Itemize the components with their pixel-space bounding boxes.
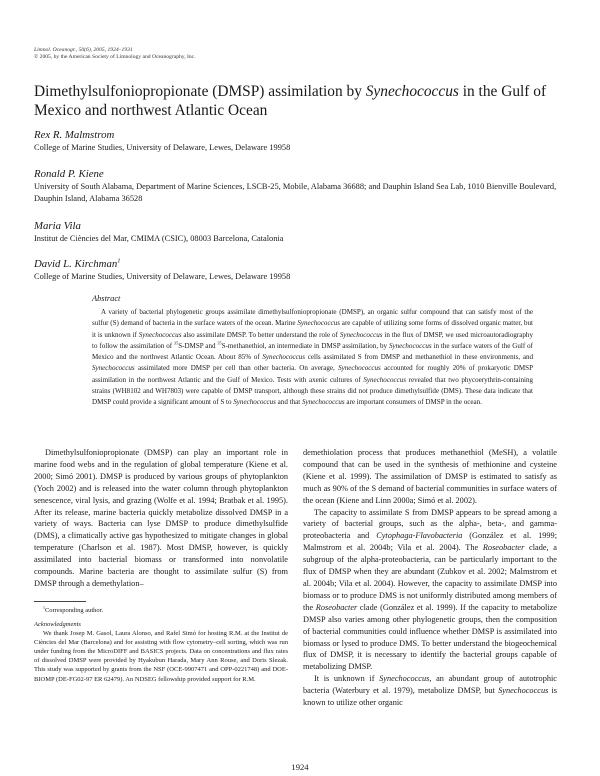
title-part-2: in the Gulf of Mexico and northwest Atlantic Ocean (34, 83, 547, 119)
intro-paragraph-1: Dimethylsulfoniopropionate (DMSP) can play an important role in marine food webs and in the regulation of global temperature (Kiene et al. 2000; Simó 2001). DMSP is produced by various groups of phytoplankton (Yoch 2002) and is released into the water column through phytoplankton senescence, viral lysis, and grazing (Wolfe et al. 1994; Bratbak et al. 1995). After its release, marine bacteria quickly metabolize dissolved DMSP in a variety of ways. Bacteria can lyse DMSP to produce dimethylsulfide (DMS), a climatically active gas hypothesized to mitigate changes in global temperature (Charlson et al. 1987). Most DMSP, however, is quickly assimilated into bacterial biomass or transformed into nonvolatile compounds. Marine bacteria are thought to assimilate sulfur (S) from DMSP through a demethylation– (34, 448, 288, 588)
title-part-1: Dimethylsulfoniopropionate (DMSP) assimilation by (34, 83, 366, 100)
page-number: 1924 (291, 762, 309, 772)
author-name-4 (34, 258, 121, 271)
corresponding-footnote: $^1$Corresponding author. (43, 605, 104, 614)
author-name-3: Maria Vila (34, 220, 81, 232)
right-paragraph-3: It is unknown if Synechococcus, an abundant group of autotrophic bacteria (Waterbury et al. 1979), metabolize DMSP, but Synechococcus is known to utilize other organic (303, 674, 557, 708)
title-organism: Synechococcus (365, 83, 459, 100)
abstract-text: A variety of bacterial phylogenetic groups assimilate dimethylsulfoniopropionate (DMSP), an organic sulfur compound that can satisfy most of the sulfur (S) demand of bacteria in the surface waters of the ocean. Marine Synechococcus are capable of utilizing some forms of dissolved organic matter, but it is unknown if Synechococcus also assimilate DMSP. To better understand the role of Synechococcus in the flux of DMSP, we used microautoradiography to follow the assimilation of $^{35}$S-DMSP and $^{35}$S-methanethiol, an intermediate in DMSP assimilation, by Synechococcus in the surface waters of the Gulf of Mexico and the northwest Atlantic Ocean. About 85% of Synechococcus cells assimilated S from DMSP and methanethiol in these environments, and Synechococcus assimilated more DMSP per cell than other bacteria. On average, Synechococcus accounted for roughly 20% of prokaryotic DMSP assimilation in the northwest Atlantic and the Gulf of Mexico. Tests with axenic cultures of Synechococcus revealed that two phycoerythrin-containing strains (WH8102 and WH7803) were capable of DMSP transport, although these strains did not produce dimethylsulfide (DMS). These data indicate that DMSP could provide a significant amount of S to Synechococcus and that Synechococcus are important consumers of DMSP in the ocean. (92, 308, 534, 406)
author-name-1: Rex R. Malmstrom (34, 129, 115, 141)
article-title (34, 82, 554, 120)
author-affiliation-1: College of Marine Studies, University of Delaware, Lewes, Delaware 19958 (34, 143, 291, 152)
right-column (303, 447, 557, 709)
author-affiliation-4: College of Marine Studies, University of Delaware, Lewes, Delaware 19958 (34, 272, 291, 281)
author-name-2: Ronald P. Kiene (34, 168, 104, 180)
right-paragraph-2: The capacity to assimilate S from DMSP appears to be spread among a variety of bacterial groups, such as the alpha-, beta-, and gamma-proteobacteria and Cytophaga-Flavobacteria (González et al. 1999; Malmstrom et al. 2004b; Vila et al. 2004). The Roseobacter clade, a subgroup of the alpha-proteobacteria, can be particularly important to the flux of DMSP when they are abundant (Zubkov et al. 2002; Malmstrom et al. 2004b; Vila et al. 2004). However, the capacity to assimilate DMSP into biomass or to produce DMS is not uniformly distributed among members of the Roseobacter clade (González et al. 1999). If the capacity to metabolize DMSP also varies among other phylogenetic groups, then the composition of bacterial communities could influence whether DMSP is assimilated into biomass or lysed to produce DMS. To better understand the biogeochemical flux of DMSP, it is necessary to identify the bacterial groups capable of metabolizing DMSP. (303, 507, 557, 672)
author-affiliation-2: University of South Alabama, Department of Marine Sciences, LSCB-25, Mobile, Alabama 36688; and Dauphin Island Sea Lab, 1010 Bienville Boulevard, Dauphin Island, Alabama 36528 (34, 182, 557, 203)
left-column (34, 447, 288, 590)
author-affiliation-3: Institut de Ciències del Mar, CMIMA (CSIC), 08003 Barcelona, Catalonia (34, 234, 284, 243)
footnote-mark: 1 (117, 257, 121, 265)
acknowledgments-text: We thank Josep M. Gasol, Laura Alonso, and Rafel Simó for hosting R.M. at the Institut de Ciències del Mar (Barcelona) and for assisting with flow cytometry–cell sorting, which was run under funding from the MicroDIFF and BASICS projects. Data on concentrations and flux rates of dissolved DMSP were provided by Hyakubun Harada, Mary Ann Rouse, and Doris Slezak. This study was supported by grants from the NSF (OCE-9907471 and OPP-0221748) and DOE-BIOMP (DE-FG02-97 ER 62479). An NDSEG fellowship provided support for R.M. (34, 630, 288, 683)
author-name-4-text: David L. Kirchman (34, 258, 118, 270)
acknowledgments (34, 620, 288, 684)
abstract-heading: Abstract (92, 294, 121, 303)
journal-citation: Limnol. Oceanogr., 50(6), 2005, 1924–1931 (34, 47, 133, 53)
acknowledgments-heading: Acknowledgments (34, 621, 81, 628)
journal-header (34, 47, 196, 61)
right-paragraph-1: demethiolation process that produces methanethiol (MeSH), a volatile compound that can be used in the synthesis of methionine and cysteine (Kiene et al. 1999). The assimilation of DMSP is estimated to satisfy as much as 90% of the S demand of bacterial communities in surface waters of the ocean (Kiene and Linn 2000a; Simó et al. 2002). (303, 448, 557, 505)
journal-copyright: © 2005, by the American Society of Limnology and Oceanography, Inc. (34, 54, 196, 60)
footnote-rule (34, 601, 86, 602)
